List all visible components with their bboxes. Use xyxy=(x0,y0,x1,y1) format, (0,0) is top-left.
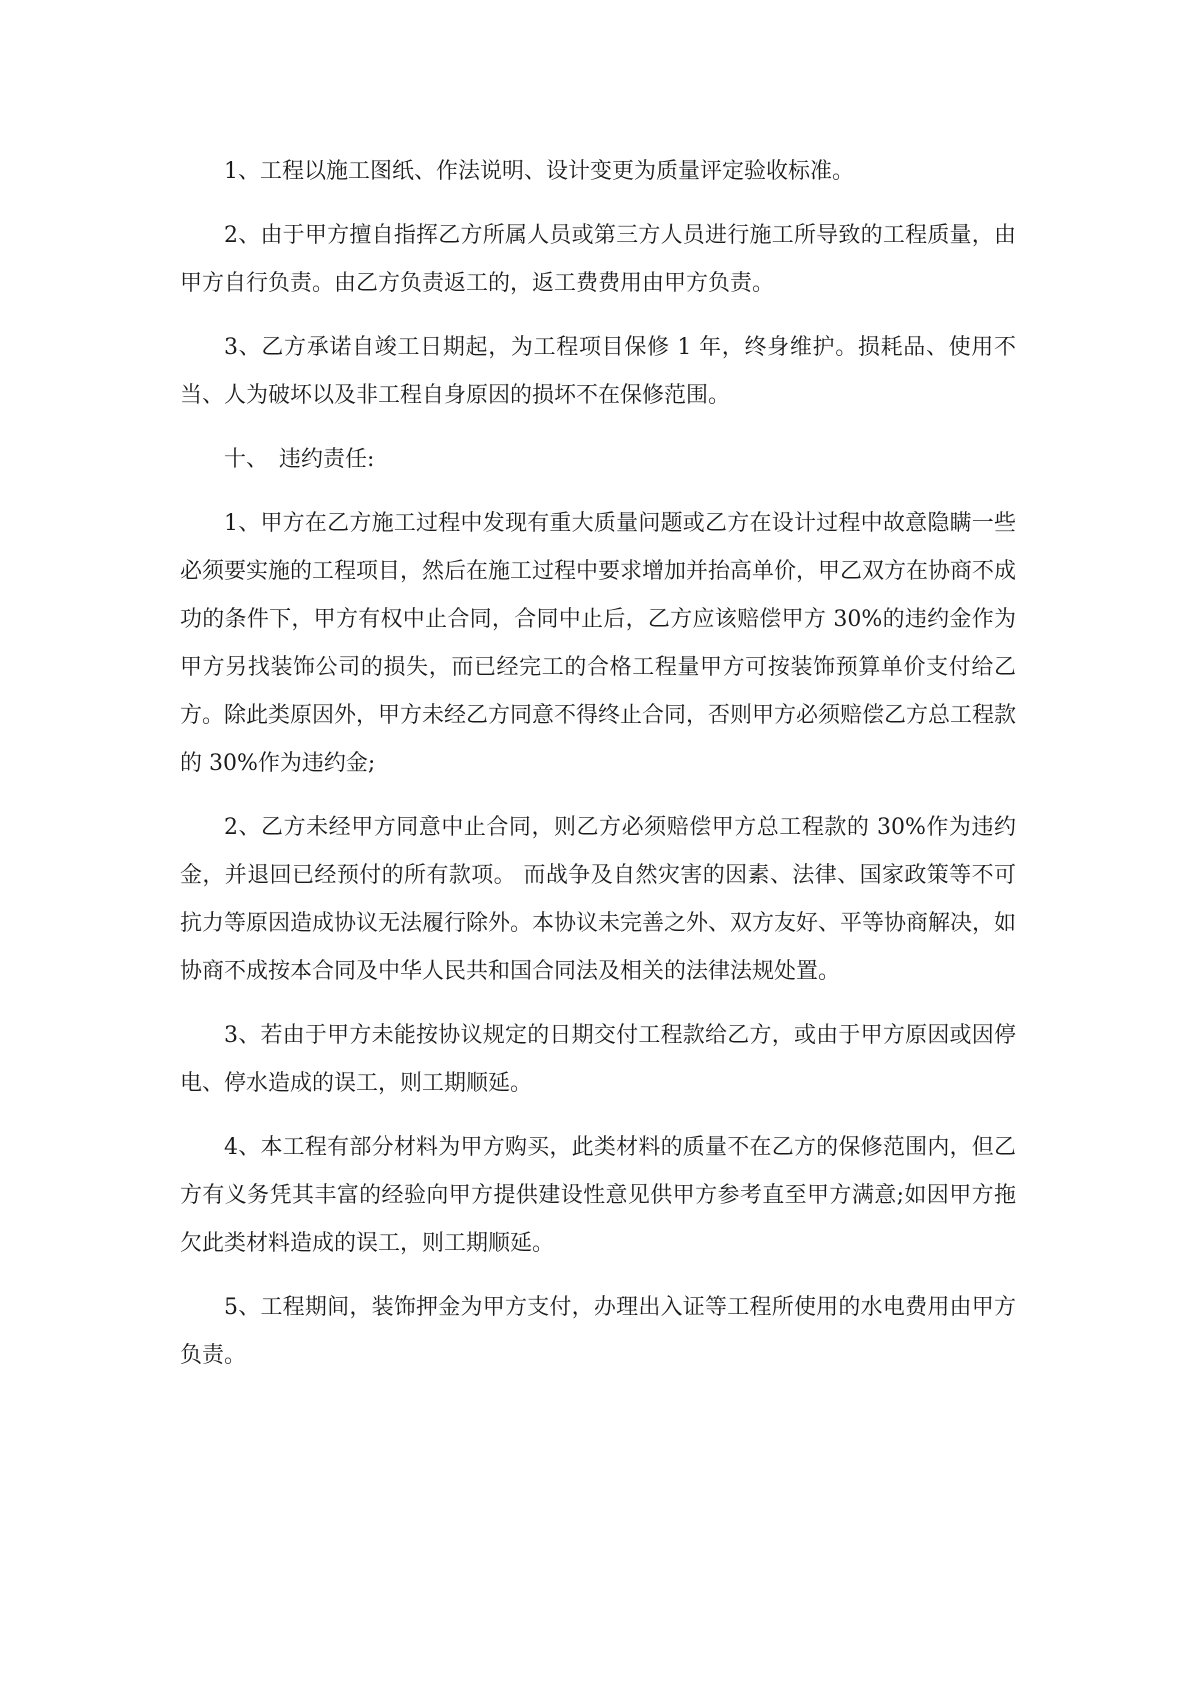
breach-clause-4: 4、本工程有部分材料为甲方购买，此类材料的质量不在乙方的保修范围内，但乙方有义务凭其丰富的经验向甲方提供建设性意见供甲方参考直至甲方满意;如因甲方拖欠此类材料造成的误工，则工期顺延。 xyxy=(180,1135,1016,1256)
quality-clause-3: 3、乙方承诺自竣工日期起，为工程项目保修 1 年，终身维护。损耗品、使用不当、人为破坏以及非工程自身原因的损坏不在保修范围。 xyxy=(180,335,1016,408)
breach-clause-5: 5、工程期间，装饰押金为甲方支付，办理出入证等工程所使用的水电费用由甲方负责。 xyxy=(180,1295,1016,1368)
quality-clause-1: 1、工程以施工图纸、作法说明、设计变更为质量评定验收标准。 xyxy=(224,159,854,184)
document-body xyxy=(180,148,1016,1396)
breach-clause-3: 3、若由于甲方未能按协议规定的日期交付工程款给乙方，或由于甲方原因或因停电、停水造成的误工，则工期顺延。 xyxy=(180,1023,1016,1096)
section-heading-breach-liability: 十、 违约责任: xyxy=(224,447,375,472)
breach-clause-2: 2、乙方未经甲方同意中止合同，则乙方必须赔偿甲方总工程款的 30%作为违约金，并退回已经预付的所有款项。 而战争及自然灾害的因素、法律、国家政策等不可抗力等原因造成协议无法履行除外。本协议未完善之外、双方友好、平等协商解决，如协商不成按本合同及中华人民共和国合同法及相关的法律法规处置。 xyxy=(180,815,1017,984)
quality-clause-2: 2、由于甲方擅自指挥乙方所属人员或第三方人员进行施工所导致的工程质量，由甲方自行负责。由乙方负责返工的，返工费费用由甲方负责。 xyxy=(180,223,1016,296)
breach-clause-1: 1、甲方在乙方施工过程中发现有重大质量问题或乙方在设计过程中故意隐瞒一些必须要实施的工程项目，然后在施工过程中要求增加并抬高单价，甲乙双方在协商不成功的条件下，甲方有权中止合同，合同中止后，乙方应该赔偿甲方 30%的违约金作为甲方另找装饰公司的损失，而已经完工的合格工程量甲方可按装饰预算单价支付给乙方。除此类原因外，甲方未经乙方同意不得终止合同，否则甲方必须赔偿乙方总工程款的 30%作为违约金; xyxy=(180,511,1017,776)
